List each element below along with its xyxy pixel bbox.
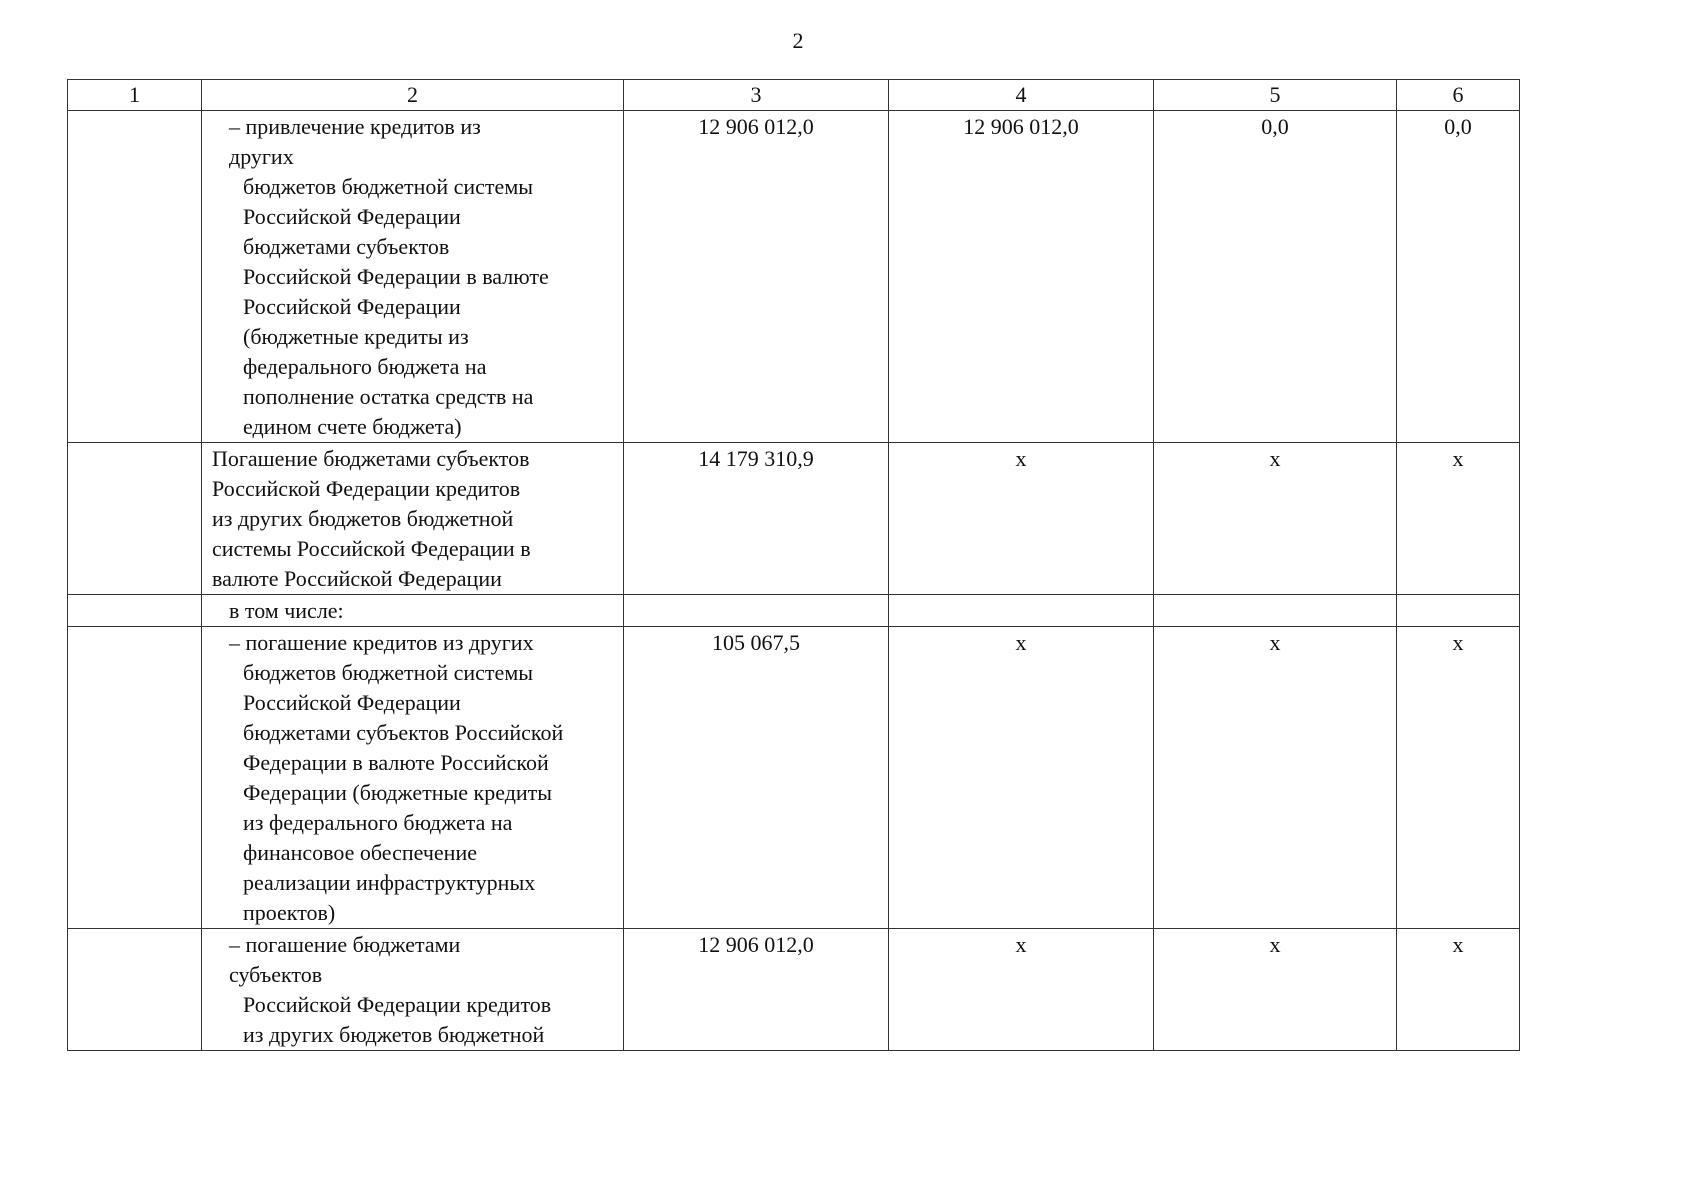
cell-col4: х [889,627,1154,929]
cell-col1 [68,929,202,1051]
cell-col3: 12 906 012,0 [624,111,889,443]
description-line: Российской Федерации [243,294,461,319]
cell-col1 [68,111,202,443]
description-line: других [229,144,294,169]
description-line: (бюджетные кредиты из [243,324,469,349]
cell-col6 [1397,595,1520,627]
page-number: 2 [792,28,804,53]
cell-col3 [624,595,889,627]
description-line: бюджетами субъектов Российской [243,720,564,745]
header-cell-4: 4 [889,80,1154,111]
header-cell-1: 1 [68,80,202,111]
cell-col6: х [1397,443,1520,595]
cell-col6: х [1397,627,1520,929]
cell-description [202,443,624,595]
header-cell-6: 6 [1397,80,1520,111]
header-cell-3: 3 [624,80,889,111]
description-line: бюджетов бюджетной системы [243,174,534,199]
description-line: – привлечение кредитов из [229,114,481,139]
description-line: реализации инфраструктурных [243,870,536,895]
description-line: валюте Российской Федерации [212,566,502,591]
description-line: – погашение кредитов из других [229,630,534,655]
cell-col1 [68,627,202,929]
cell-col5 [1154,595,1397,627]
description-line: Российской Федерации [243,204,461,229]
description-line: в том числе: [229,598,344,623]
table-row [68,627,1520,929]
description-line: Федерации (бюджетные кредиты [243,780,553,805]
description-line: Российской Федерации в валюте [243,264,549,289]
description-line: бюджетами субъектов [243,234,450,259]
table-row [68,111,1520,443]
cell-col5: х [1154,627,1397,929]
description-line: федерального бюджета на [243,354,487,379]
table-row [68,929,1520,1051]
cell-col3: 105 067,5 [624,627,889,929]
description-line: субъектов [229,962,323,987]
cell-col5: х [1154,443,1397,595]
cell-col3: 12 906 012,0 [624,929,889,1051]
description-line: из других бюджетов бюджетной [243,1022,545,1047]
cell-description [202,595,624,627]
cell-col4 [889,595,1154,627]
description-line: Погашение бюджетами субъектов [212,446,530,471]
cell-col6: х [1397,929,1520,1051]
table-row [68,443,1520,595]
header-cell-5: 5 [1154,80,1397,111]
cell-col4: х [889,929,1154,1051]
cell-col5: х [1154,929,1397,1051]
description-line: Российской Федерации кредитов [243,992,552,1017]
description-line: Российской Федерации кредитов [212,476,521,501]
description-line: – погашение бюджетами [229,932,461,957]
description-line: системы Российской Федерации в [212,536,531,561]
cell-description [202,929,624,1051]
description-line: пополнение остатка средств на [243,384,534,409]
cell-col5: 0,0 [1154,111,1397,443]
description-line: бюджетов бюджетной системы [243,660,534,685]
cell-col4: 12 906 012,0 [889,111,1154,443]
cell-col1 [68,595,202,627]
description-line: едином счете бюджета) [243,414,462,439]
description-line: финансовое обеспечение [243,840,477,865]
description-line: проектов) [243,900,336,925]
table-row [68,595,1520,627]
header-cell-2: 2 [202,80,624,111]
description-line: Федерации в валюте Российской [243,750,549,775]
description-line: Российской Федерации [243,690,461,715]
budget-table [67,79,1520,1051]
description-line: из других бюджетов бюджетной [212,506,514,531]
cell-description [202,627,624,929]
table-header-row [68,80,1520,111]
description-line: из федерального бюджета на [243,810,513,835]
cell-col3: 14 179 310,9 [624,443,889,595]
cell-col6: 0,0 [1397,111,1520,443]
cell-description [202,111,624,443]
cell-col1 [68,443,202,595]
cell-col4: х [889,443,1154,595]
